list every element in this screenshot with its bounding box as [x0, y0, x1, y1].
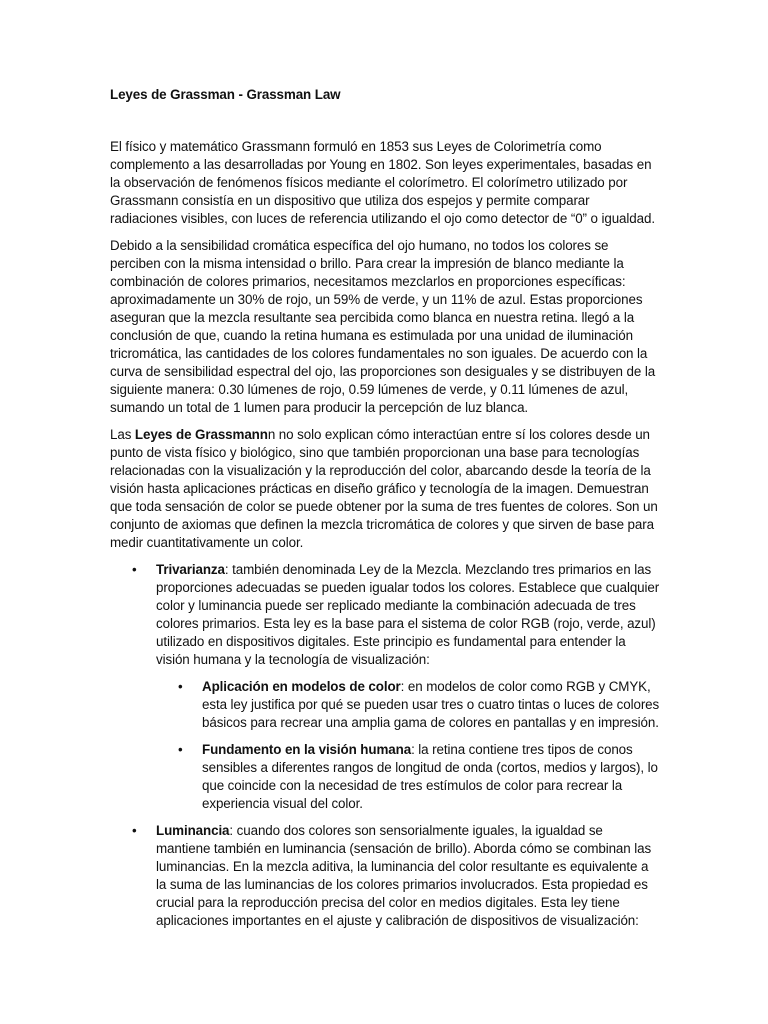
- list-item-luminancia: [110, 822, 660, 930]
- paragraph-intro: El físico y matemático Grassmann formuló en 1853 sus Leyes de Colorimetría como complemento a las desarrolladas por Young en 1802. Son leyes experimentales, basadas en la observación de fenómenos físicos mediante el colorímetro. El colorímetro utilizado por Grassmann consistía en un dispositivo que utiliza dos espejos y permite comparar radiaciones visibles, con luces de referencia utilizando el ojo como detector de “0” o igualdad.: [110, 139, 655, 226]
- paragraph-sensitivity: Debido a la sensibilidad cromática específica del ojo humano, no todos los colores se perciben con la misma intensidad o brillo. Para crear la impresión de blanco mediante la combinación de colores primarios, necesitamos mezclarlos en proporciones específicas: aproximadamente un 30% de rojo, un 59% de verde, y un 11% de azul. Estas proporciones aseguran que la mezcla resultante sea percibida como blanca en nuestra retina. llegó a la conclusión de que, cuando la retina humana es estimulada por una unidad de iluminación tricromática, las cantidades de los colores fundamentales no son iguales. De acuerdo con la curva de sensibilidad espectral del ojo, las proporciones son desiguales y se distribuyen de la siguiente manera: 0.30 lúmenes de rojo, 0.59 lúmenes de verde, y 0.11 lúmenes de azul, sumando un total de 1 lumen para producir la percepción de luz blanca.: [110, 238, 656, 415]
- term-human-vision: Fundamento en la visión humana: [202, 742, 412, 757]
- laws-list: [110, 561, 660, 930]
- paragraph-laws-lead: Las: [110, 427, 135, 442]
- document-page: [110, 86, 660, 939]
- document-title: Leyes de Grassman - Grassman Law: [110, 87, 341, 102]
- list-item-trivarianza: [110, 561, 660, 813]
- sub-item-human-vision: [156, 741, 660, 813]
- term-color-models: Aplicación en modelos de color: [202, 679, 401, 694]
- trivarianza-sublist: [156, 678, 660, 813]
- paragraph-laws-body: n no solo explican cómo interactúan entre sí los colores desde un punto de vista físico y biológico, sino que también proporcionan una base para tecnologías relacionadas con la visualización y la reproducción del color, abarcando desde la teoría de la visión hasta aplicaciones prácticas en diseño gráfico y tecnología de la imagen. Demuestran que toda sensación de color se puede obtener por la suma de tres fuentes de colores. Son un conjunto de axiomas que definen la mezcla tricromática de colores y que sirven de base para medir cuantitativamente un color.: [110, 427, 658, 550]
- sub-item-color-models: [156, 678, 660, 732]
- paragraph-laws: [110, 426, 660, 552]
- text-human-vision: : la retina contiene tres tipos de conos sensibles a diferentes rangos de longitud de onda (cortos, medios y largos), lo que coincide con la necesidad de tres estímulos de color para recrear la experiencia visual del color.: [202, 742, 658, 811]
- paragraph-laws-bold: Leyes de Grassmann: [134, 427, 268, 442]
- term-luminancia: Luminancia: [156, 823, 230, 838]
- term-trivarianza: Trivarianza: [156, 562, 225, 577]
- text-trivarianza: : también denominada Ley de la Mezcla. Mezclando tres primarios en las proporciones adecuadas se pueden igualar todos los colores. Establece que cualquier color y luminancia puede ser replicado mediante la combinación adecuada de tres colores primarios. Esta ley es la base para el sistema de color RGB (rojo, verde, azul) utilizado en dispositivos digitales. Este principio es fundamental para entender la visión humana y la tecnología de visualización:: [156, 562, 660, 667]
- text-luminancia: : cuando dos colores son sensorialmente iguales, la igualdad se mantiene también en luminancia (sensación de brillo). Aborda cómo se combinan las luminancias. En la mezcla aditiva, la luminancia del color resultante es equivalente a la suma de las luminancias de los colores primarios involucrados. Esta propiedad es crucial para la reproducción precisa del color en medios digitales. Esta ley tiene aplicaciones importantes en el ajuste y calibración de dispositivos de visualización:: [156, 823, 652, 928]
- text-color-models: : en modelos de color como RGB y CMYK, esta ley justifica por qué se pueden usar tres o cuatro tintas o luces de colores básicos para recrear una amplia gama de colores en pantallas y en impresión.: [202, 679, 660, 730]
